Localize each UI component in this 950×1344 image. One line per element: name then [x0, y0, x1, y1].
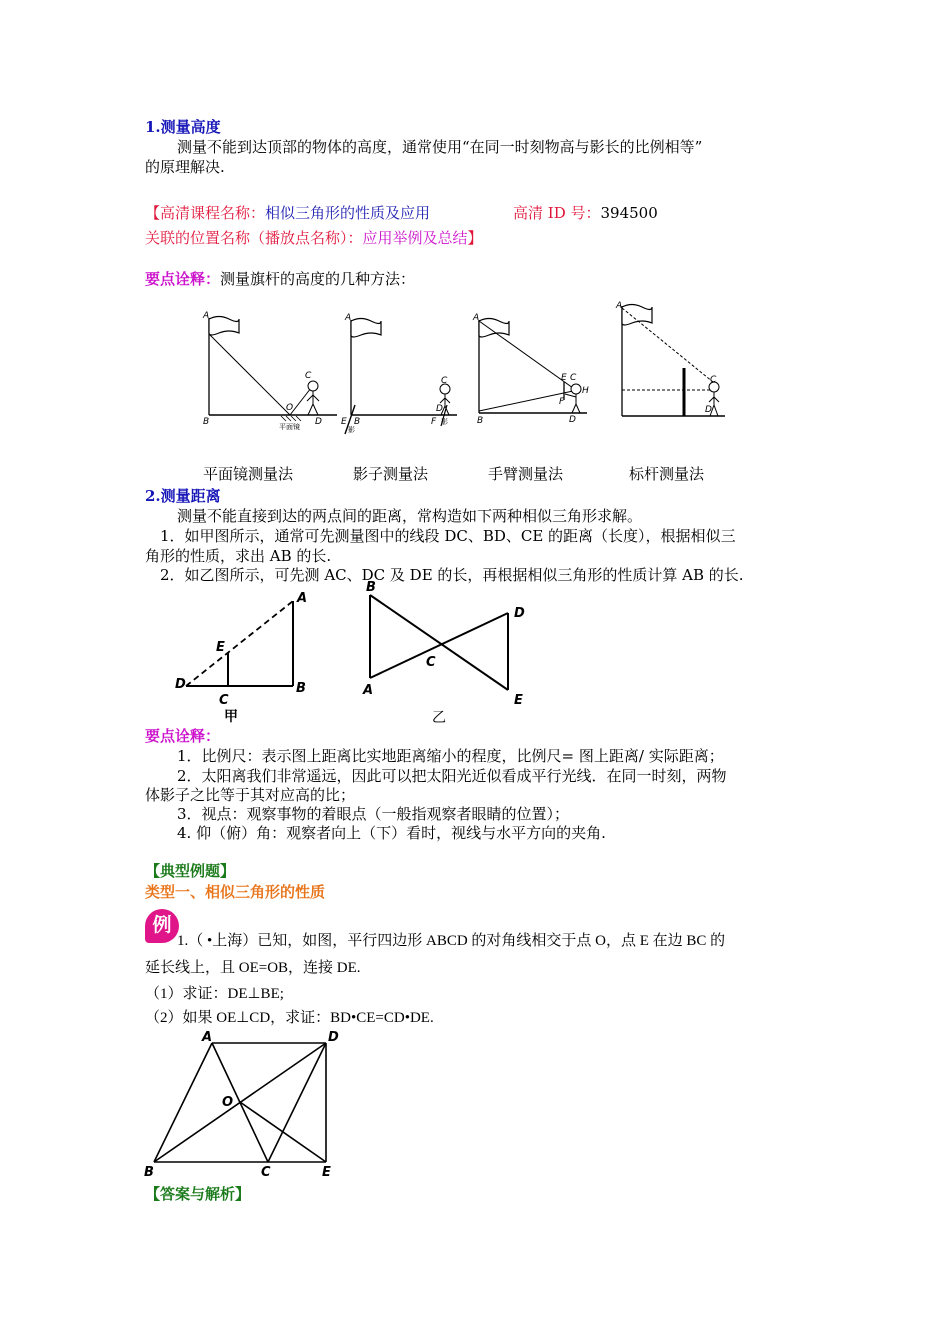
yi-line-ad	[370, 613, 508, 678]
keypoint2-label: 要点诠释：	[145, 727, 221, 745]
fig4-flag	[622, 305, 652, 326]
method-caption-arm: 手臂测量法	[488, 465, 564, 483]
keypoint1-text: 测量旗杆的高度的几种方法：	[220, 270, 416, 288]
figure-shadow-method	[341, 313, 457, 434]
fig3-label-c: C	[570, 373, 577, 383]
course-id-label: 高清 ID 号：	[513, 204, 601, 222]
figure-mirror-method	[202, 311, 337, 431]
example-question-line1: 1.（ •上海）已知，如图，平行四边形 ABCD 的对角线相交于点 O，点 E 在边 BC 的	[177, 933, 726, 949]
section2-item1-line1: 1．如甲图所示，通常可先测量图中的线段 DC、BD、CE 的距离（长度），根据相似三	[160, 527, 736, 545]
label-e: E	[322, 1165, 331, 1180]
yi-label-b: B	[366, 580, 376, 595]
course-info-line2	[145, 228, 483, 248]
fig4-person-arm	[714, 397, 719, 402]
side-ab	[154, 1043, 212, 1162]
fig4-sight-line	[622, 308, 713, 382]
fig3-person-arm	[565, 394, 576, 397]
example-badge: 例	[145, 909, 179, 943]
label-b: B	[144, 1165, 154, 1180]
jia-label-c: C	[219, 693, 229, 708]
label-c: C	[261, 1165, 271, 1180]
figure-jia	[175, 591, 307, 725]
section2-item1-line2: 角形的性质，求出 AB 的长.	[145, 547, 332, 565]
section1-paragraph-line2: 的原理解决.	[145, 158, 225, 176]
distance-figures	[170, 580, 540, 728]
jia-caption: 甲	[224, 709, 238, 725]
fig4-label-c: C	[710, 375, 717, 385]
fig2-label-d: D	[436, 404, 443, 414]
keypoint2-point3: 3．视点：观察事物的着眼点（一般指观察者眼睛的位置）；	[177, 805, 570, 823]
parallelogram-figure	[140, 1026, 350, 1186]
fig2-person-arm	[445, 398, 450, 403]
section2-heading: 2.测量距离	[145, 487, 221, 505]
yi-line-be	[370, 595, 508, 690]
course-close-bracket: 】	[467, 229, 483, 247]
fig3-person-leg	[576, 404, 580, 413]
jia-label-e: E	[216, 640, 225, 655]
yi-label-d: D	[514, 606, 525, 621]
course-info-line1	[145, 203, 430, 223]
fig1-person-leg	[308, 404, 313, 415]
jia-label-b: B	[296, 681, 306, 696]
fig3-label-a: A	[473, 313, 480, 323]
jia-hypotenuse-dashed	[186, 601, 293, 686]
fig2-label-a: A	[345, 313, 352, 323]
fig1-person-arm	[307, 395, 313, 401]
fig3-flag	[479, 319, 509, 338]
fig3-label-d: D	[569, 415, 576, 425]
fig1-mirror-caption: 平面镜	[279, 423, 300, 431]
fig2-person-arm	[440, 398, 445, 403]
example-part1: （1）求证：DE⊥BE;	[145, 986, 284, 1002]
fig2-label-f: F	[431, 417, 437, 427]
fig1-sight-reflected	[290, 388, 311, 415]
fig4-label-d: D	[705, 405, 712, 415]
keypoint2-point2-line1: 2．太阳离我们非常遥远，因此可以把太阳光近似看成平行光线．在同一时刻，两物	[177, 767, 727, 785]
figure-arm-method	[472, 313, 589, 426]
course-open-bracket: 【	[145, 204, 161, 222]
height-measurement-figures	[195, 298, 755, 440]
keypoint2-point2-line2: 体影子之比等于其对应高的比；	[145, 786, 356, 804]
example-type1-heading: 类型一、相似三角形的性质	[145, 883, 326, 901]
answer-header: 【答案与解析】	[145, 1185, 251, 1203]
course-name-value: 相似三角形的性质及应用	[265, 204, 431, 222]
examples-header: 【典型例题】	[145, 862, 236, 880]
fig1-person-arm	[313, 395, 319, 401]
keypoint2-point1: 1．比例尺：表示图上距离比实地距离缩小的程度，比例尺= 图上距离/ 实际距离；	[177, 747, 724, 765]
fig2-label-b: B	[354, 417, 361, 427]
fig2-flag	[351, 319, 381, 338]
fig3-label-e: E	[561, 373, 567, 383]
keypoint2-point4: 4. 仰（俯）角：观察者向上（下）看时，视线与水平方向的夹角.	[177, 824, 606, 842]
fig3-label-f: F	[559, 397, 565, 407]
method-caption-shadow: 影子测量法	[353, 465, 429, 483]
fig1-person-leg	[313, 404, 318, 415]
segment-oe	[240, 1102, 326, 1162]
jia-label-d: D	[175, 677, 186, 692]
course-id-value: 394500	[600, 204, 658, 222]
fig1-label-b: B	[203, 417, 210, 427]
label-d: D	[328, 1030, 339, 1045]
label-o: O	[222, 1095, 234, 1110]
label-a: A	[202, 1030, 213, 1045]
fig2-label-c: C	[441, 376, 448, 386]
yi-caption: 乙	[432, 710, 446, 726]
section2-item2: 2．如乙图所示，可先测 AC、DC 及 DE 的长，再根据相似三角形的性质计算 AB 的长.	[160, 566, 744, 584]
fig1-sight-incident	[209, 334, 290, 415]
fig3-person-head	[571, 384, 581, 394]
fig2-shadow-caption-2: 影	[441, 418, 448, 426]
fig3-sight-top	[479, 321, 573, 388]
section1-paragraph-line1: 测量不能到达顶部的物体的高度，通常使用“在同一时刻物高与影长的比例相等”	[177, 138, 703, 156]
fig1-label-c: C	[305, 371, 312, 381]
fig1-label-a: A	[203, 311, 210, 321]
fig2-shadow-caption: 影	[348, 426, 355, 434]
fig3-label-b: B	[477, 416, 484, 426]
yi-label-e: E	[514, 693, 523, 708]
yi-label-c: C	[426, 655, 436, 670]
fig1-flag	[209, 317, 239, 336]
course-position-value: 应用举例及总结	[362, 229, 468, 247]
fig3-person-leg	[572, 404, 576, 413]
example-question-line2: 延长线上，且 OE=OB，连接 DE.	[145, 960, 361, 976]
jia-label-a: A	[297, 591, 308, 606]
fig4-label-a: A	[616, 301, 623, 311]
fig4-person-arm	[709, 397, 714, 402]
fig4-person-leg	[714, 405, 718, 416]
fig1-person-head	[308, 381, 318, 391]
fig2-label-e: E	[341, 417, 347, 427]
fig1-label-d: D	[315, 417, 322, 427]
method-caption-mirror: 平面镜测量法	[203, 465, 294, 483]
side-dc	[268, 1043, 326, 1162]
course-name-label: 高清课程名称：	[160, 204, 266, 222]
section2-intro: 测量不能直接到达的两点间的距离，常构造如下两种相似三角形求解。	[177, 507, 643, 525]
figure-yi	[362, 580, 525, 726]
example-part2: （2）如果 OE⊥CD，求证：BD•CE=CD•DE.	[145, 1010, 434, 1026]
fig3-label-h: H	[582, 386, 589, 396]
course-position-label: 关联的位置名称（播放点名称）：	[145, 229, 363, 247]
method-caption-pole: 标杆测量法	[629, 465, 705, 483]
section1-heading: 1.测量高度	[145, 118, 221, 136]
yi-label-a: A	[363, 683, 374, 698]
fig1-mirror-hatching	[281, 416, 301, 421]
course-id	[513, 203, 658, 223]
keypoint1-label: 要点诠释：	[145, 270, 221, 288]
figure-pole-method	[615, 301, 725, 416]
fig1-label-o: O	[286, 403, 294, 413]
keypoint1	[145, 269, 415, 289]
